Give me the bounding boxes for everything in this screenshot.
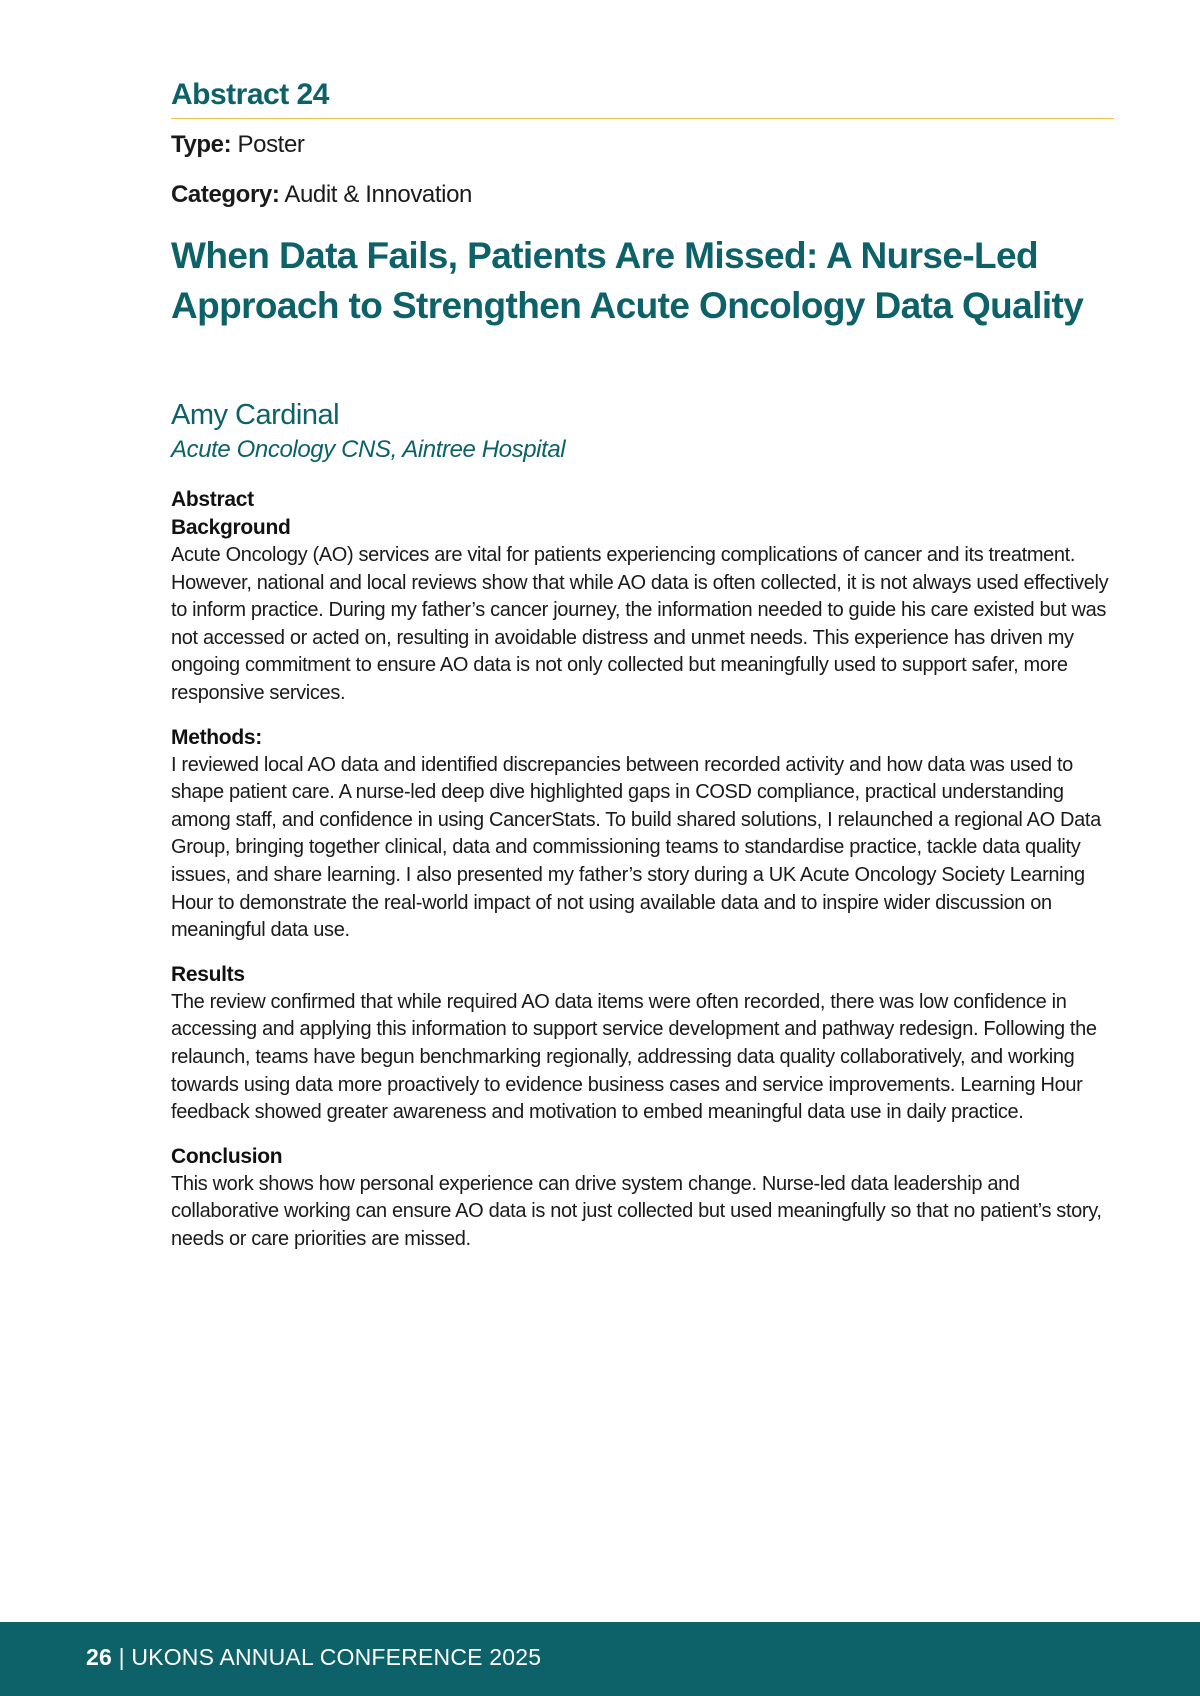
footer-text [86,1644,541,1671]
abstract-content [171,78,1114,1253]
section-methods [171,724,1114,945]
abstract-number: Abstract 24 [171,78,1114,119]
type-line [171,131,1114,159]
abstract-heading: Abstract [171,488,254,511]
category-line [171,181,1114,209]
page-footer [0,1622,1200,1696]
conclusion-body: This work shows how personal experience can drive system change. Nurse-led data leadership and collaborative working can ensure AO data is not just collected but used meaningfully so that no patient’s story, needs or care priorities are missed. [171,1172,1102,1250]
section-background [171,514,1114,708]
background-heading: Background [171,516,291,539]
background-body: Acute Oncology (AO) services are vital for patients experiencing complications of cancer and its treatment. However, national and local reviews show that while AO data is often collected, it is not always used effectively to inform practice. During my father’s cancer journey, the information needed to guide his care existed but was not accessed or acted on, resulting in avoidable distress and unmet needs. This experience has driven my ongoing commitment to ensure AO data is not only collected but meaningfully used to support safer, more responsive services. [171,544,1109,704]
category-value: Audit & Innovation [284,181,472,208]
conclusion-heading: Conclusion [171,1144,283,1168]
author-affiliation: Acute Oncology CNS, Aintree Hospital [171,436,566,463]
results-heading: Results [171,962,245,986]
methods-heading: Methods: [171,725,262,749]
methods-body: I reviewed local AO data and identified discrepancies between recorded activity and how data was used to shape patient care. A nurse-led deep dive highlighted gaps in COSD compliance, practical understanding among staff, and confidence in using CancerStats. To build shared solutions, I relaunched a regional AO Data Group, bringing together clinical, data and commissioning teams to standardise practice, tackle data quality issues, and share learning. I also presented my father’s story during a UK Acute Oncology Society Learning Hour to demonstrate the real-world impact of not using available data and to inspire wider discussion on meaningful data use. [171,753,1101,942]
footer-separator: | [111,1644,132,1670]
author-name: Amy Cardinal [171,399,340,431]
conference-name: UKONS ANNUAL CONFERENCE 2025 [131,1644,542,1670]
page-number: 26 [86,1644,112,1670]
results-body: The review confirmed that while required AO data items were often recorded, there was low confidence in accessing and applying this information to support service development and pathway redesign. Following the relaunch, teams have begun benchmarking regionally, addressing data quality collaboratively, and working towards using data more proactively to evidence business cases and service improvements. Learning Hour feedback showed greater awareness and motivation to embed meaningful data use in daily practice. [171,990,1097,1124]
section-results [171,961,1114,1127]
abstract-title: When Data Fails, Patients Are Missed: A Nurse-Led Approach to Strengthen Acute Oncology Data Quality [171,235,1084,326]
type-value: Poster [237,131,305,158]
category-label: Category: [171,181,280,208]
section-conclusion [171,1143,1114,1254]
type-label: Type: [171,131,232,158]
